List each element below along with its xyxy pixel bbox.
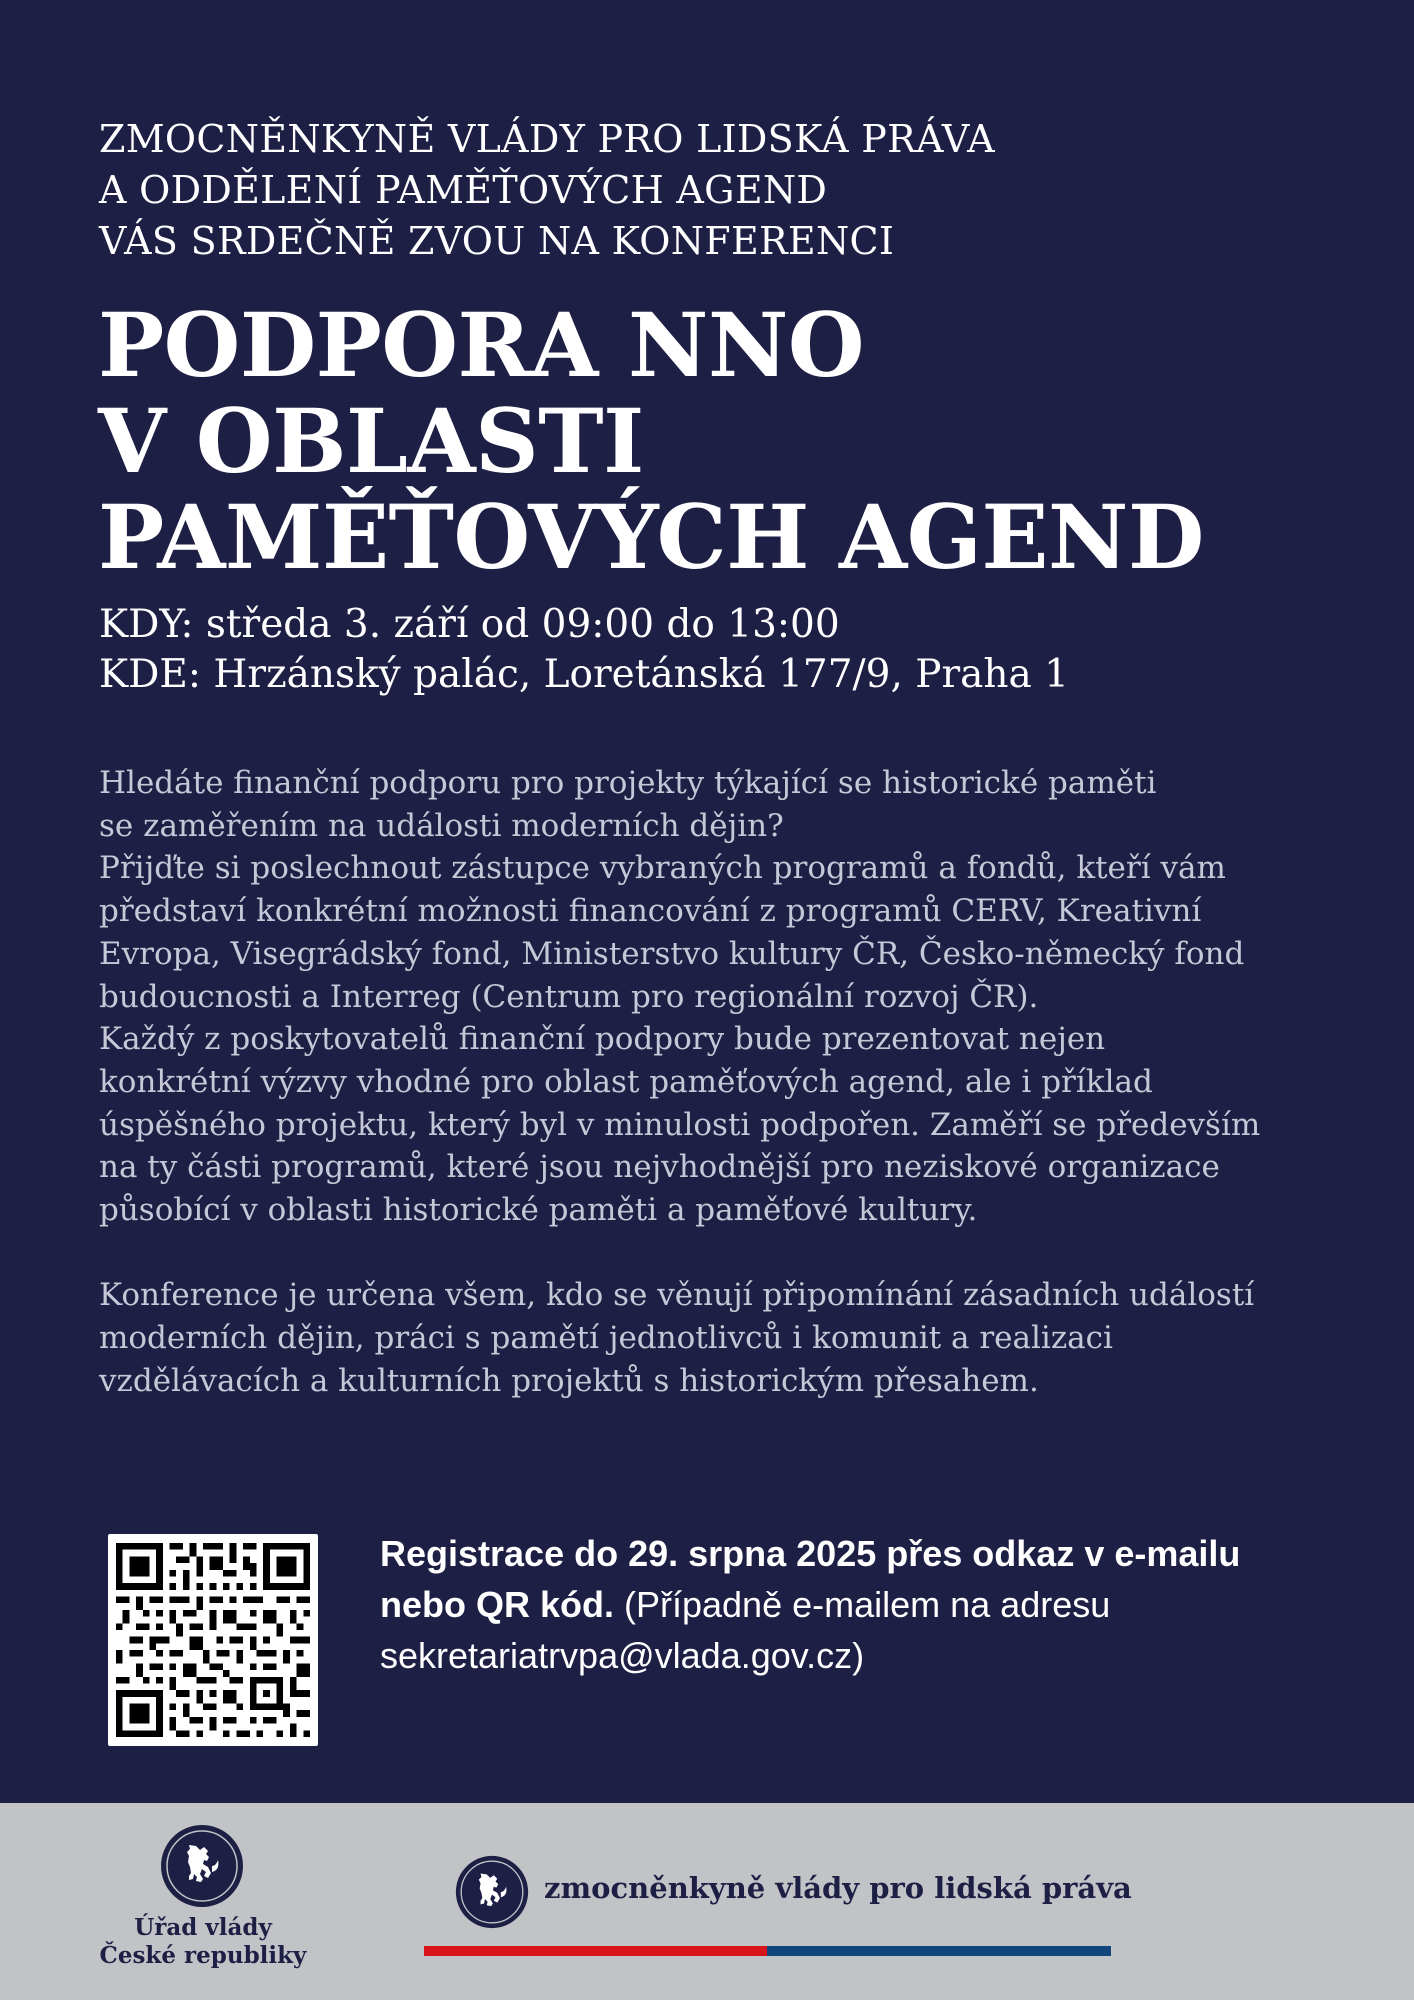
description-line: se zaměřením na události moderních dějin? <box>99 807 784 844</box>
invitation-line: ZMOCNĚNKYNĚ VLÁDY PRO LIDSKÁ PRÁVA <box>99 117 995 161</box>
flag-stripe-blue <box>767 1946 1111 1956</box>
office-name <box>80 1914 326 1970</box>
office-name-line: Úřad vlády <box>134 1914 272 1941</box>
description-line: působící v oblasti historické paměti a paměťové kultury. <box>99 1192 978 1229</box>
description-line: vzdělávacích a kulturních projektů s historickým přesahem. <box>99 1362 1039 1399</box>
commissioner-name: zmocněnkyně vlády pro lidská práva <box>544 1871 1132 1905</box>
title-line: PAMĚŤOVÝCH AGEND <box>98 485 1204 589</box>
registration-qr-note: nebo QR kód. <box>380 1584 614 1625</box>
description-line: konkrétní výzvy vhodné pro oblast paměťových agend, ale i příklad <box>99 1063 1153 1100</box>
registration-alt-note: (Případně e-mailem na adresu <box>614 1584 1111 1625</box>
description <box>99 762 1339 1403</box>
title-line: PODPORA NNO <box>98 293 865 397</box>
flag-stripe-red <box>424 1946 767 1956</box>
description-line: Evropa, Visegrádský fond, Ministerstvo kultury ČR, Česko-německý fond <box>99 935 1245 972</box>
description-line: představí konkrétní možnosti financování z programů CERV, Kreativní <box>99 893 1202 930</box>
qr-code-graphic <box>116 1543 310 1737</box>
paragraph-gap <box>99 1232 1339 1275</box>
event-where: KDE: Hrzánský palác, Loretánská 177/9, Praha 1 <box>99 652 1069 697</box>
description-line: Hledáte finanční podporu pro projekty týkající se historické paměti <box>99 765 1157 801</box>
description-line: Konference je určena všem, kdo se věnují připomínání zásadních událostí <box>99 1277 1255 1314</box>
invitation-header <box>99 114 1339 267</box>
invitation-line: A ODDĚLENÍ PAMĚŤOVÝCH AGEND <box>99 168 828 212</box>
lion-emblem-icon <box>455 1855 529 1929</box>
registration-deadline: Registrace do 29. srpna 2025 přes odkaz v e-mailu <box>380 1533 1241 1574</box>
description-line: na ty části programů, které jsou nejvhodnější pro neziskové organizace <box>99 1149 1220 1186</box>
office-name-line: České republiky <box>99 1942 307 1969</box>
qr-code-icon[interactable] <box>108 1534 318 1746</box>
invitation-line: VÁS SRDEČNĚ ZVOU NA KONFERENCI <box>99 219 895 263</box>
description-line: moderních dějin, práci s pamětí jednotlivců i komunit a realizaci <box>99 1320 1113 1357</box>
description-line: Každý z poskytovatelů finanční podpory bude prezentovat nejen <box>99 1021 1106 1058</box>
government-emblem-icon <box>160 1824 244 1908</box>
description-line: budoucnosti a Interreg (Centrum pro regionální rozvoj ČR). <box>99 978 1039 1015</box>
description-line: úspěšného projektu, který byl v minulosti podpořen. Zaměří se především <box>99 1106 1261 1143</box>
title-line: V OBLASTI <box>98 389 644 493</box>
registration-email[interactable]: sekretariatrvpa@vlada.gov.cz) <box>380 1635 865 1676</box>
description-line: Přijďte si poslechnout zástupce vybraných programů a fondů, kteří vám <box>99 850 1226 887</box>
event-when: KDY: středa 3. září od 09:00 do 13:00 <box>99 602 840 647</box>
registration-info <box>380 1528 1390 1681</box>
conference-title <box>98 293 1358 589</box>
event-details <box>99 600 1359 700</box>
